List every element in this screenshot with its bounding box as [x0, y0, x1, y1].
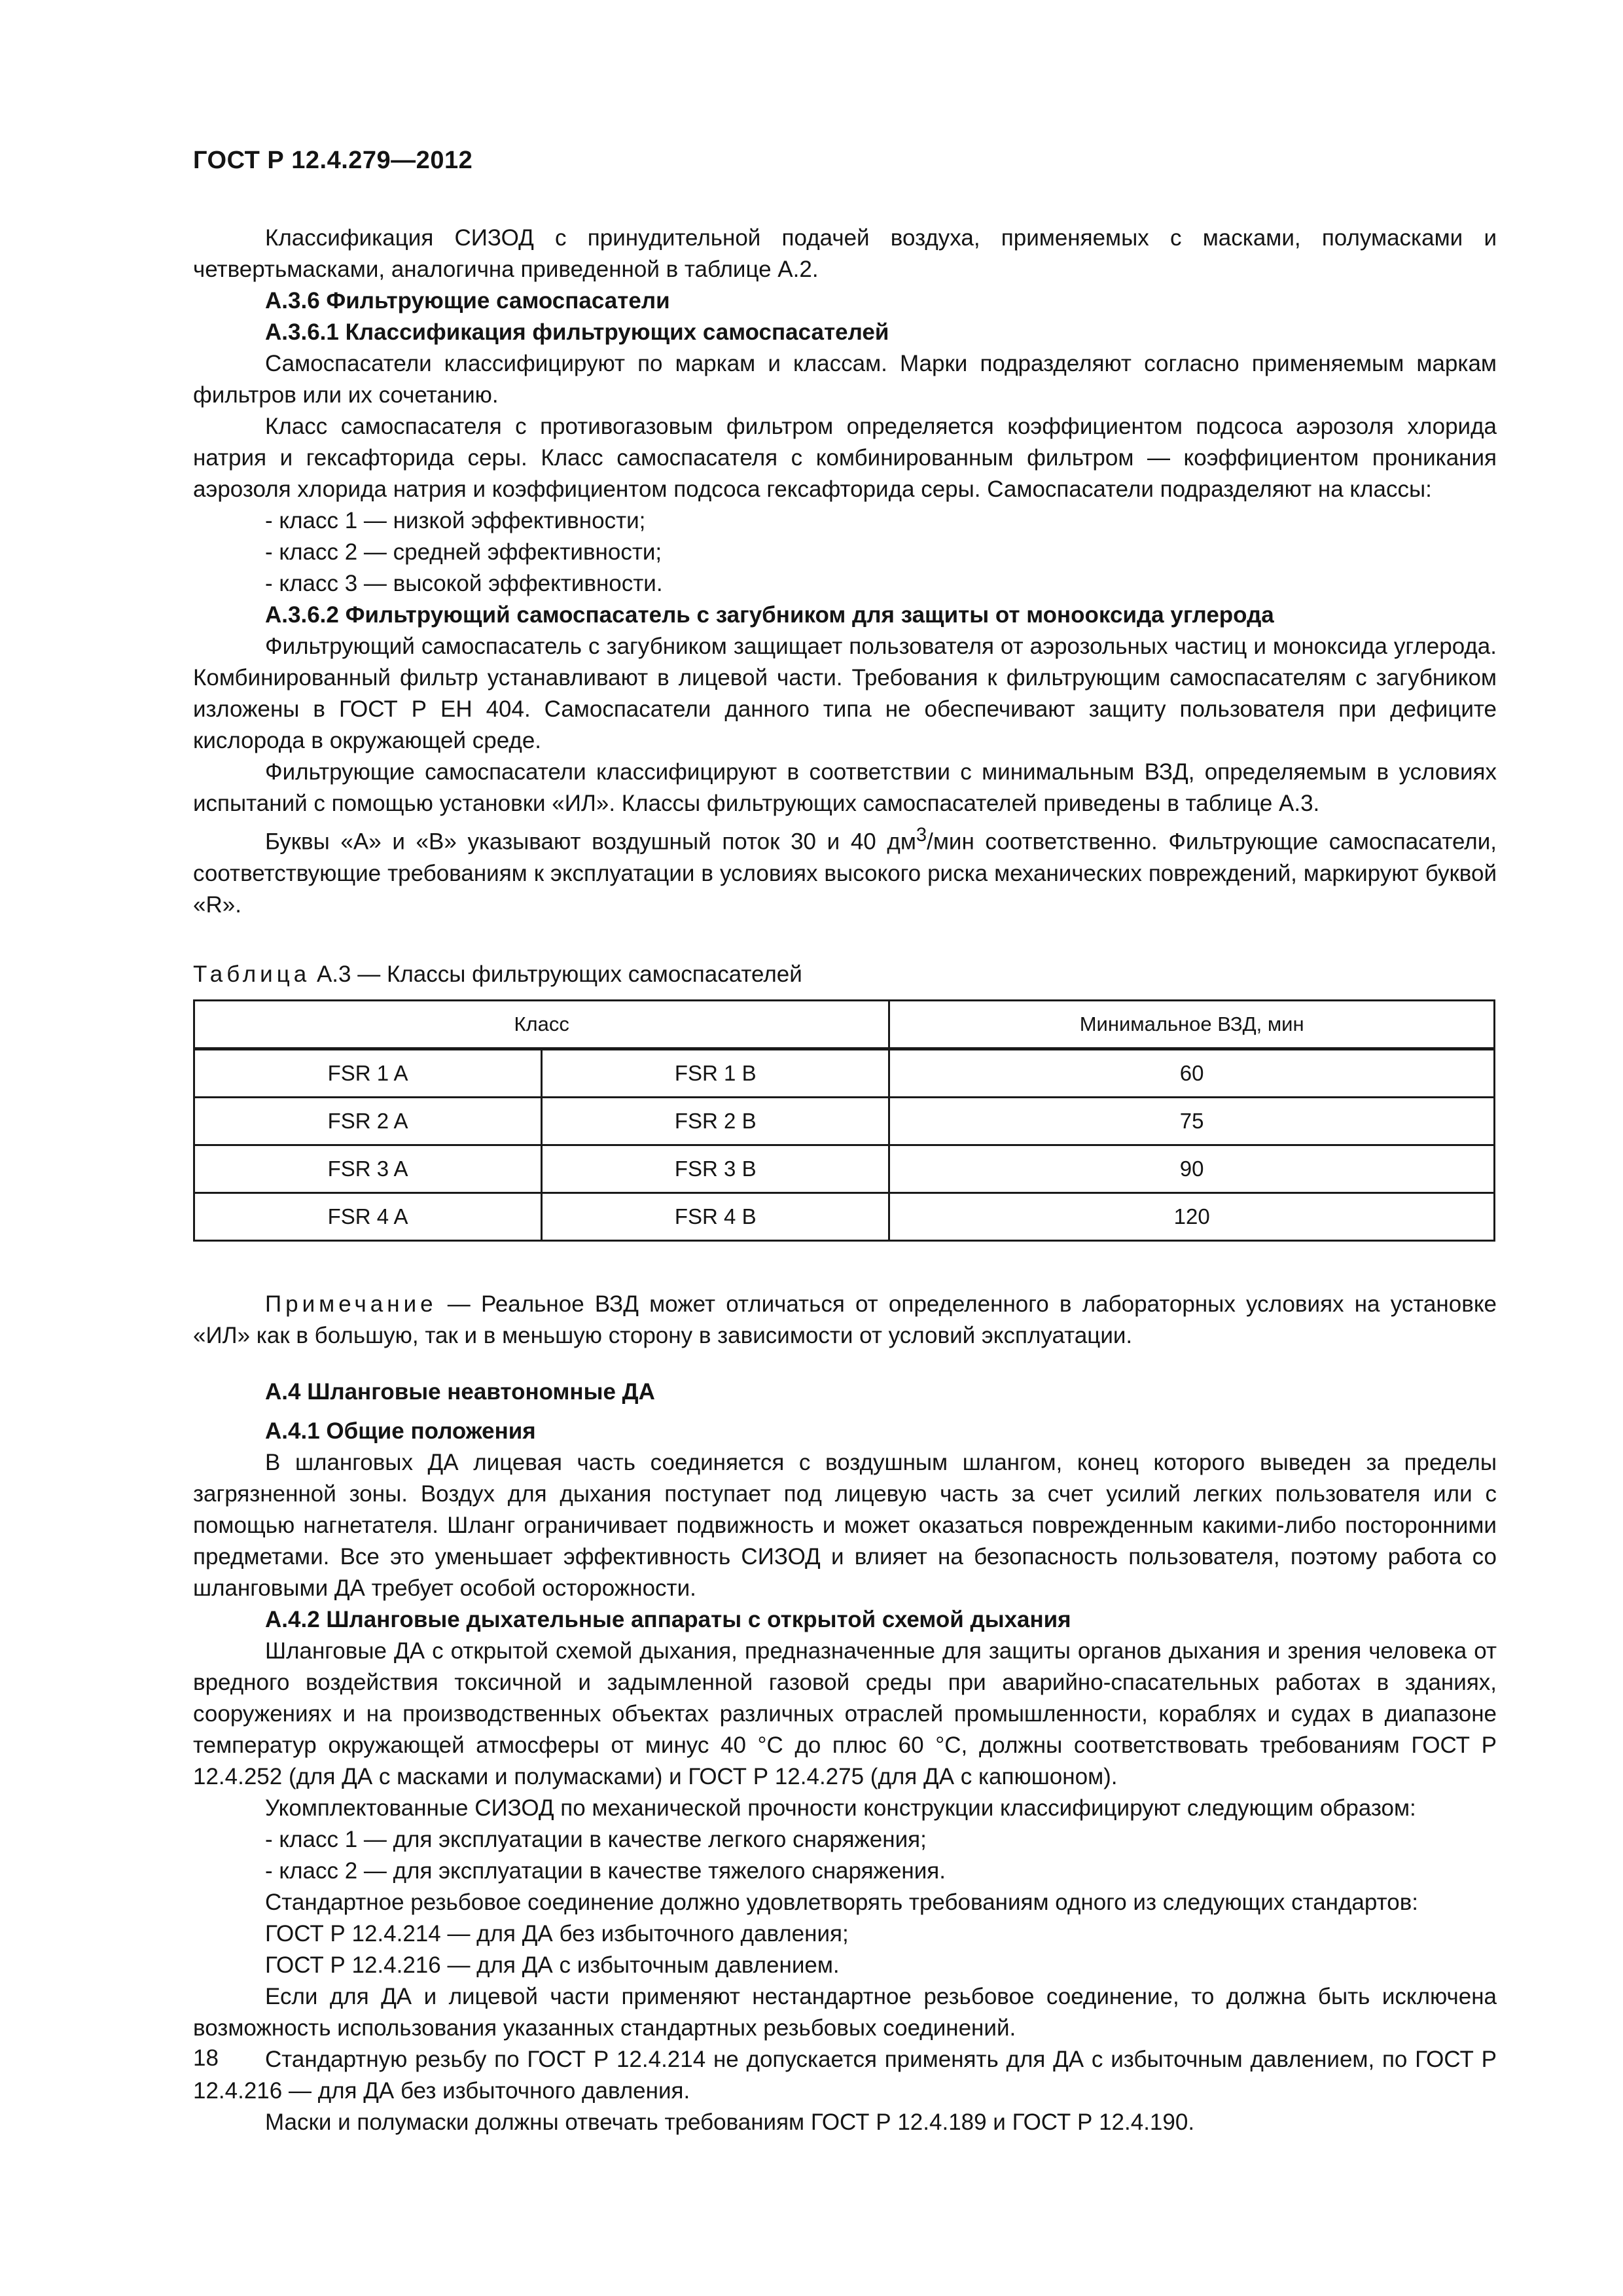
- table-cell: 90: [889, 1145, 1495, 1193]
- section-heading-a4: А.4 Шланговые неавтономные ДА: [265, 1378, 655, 1405]
- table-header-min-vzd: Минимальное ВЗД, мин: [889, 1000, 1495, 1049]
- table-note: [193, 1289, 1497, 1352]
- paragraph-text: /мин соответственно. Фильтрующие самоспасатели, соответствующие требованиям к эксплуатации в условиях высокого риска механических повреждений, маркируют буквой «R».: [193, 829, 1497, 918]
- page-number: 18: [193, 2045, 219, 2071]
- section-heading-a41: А.4.1 Общие положения: [265, 1418, 536, 1444]
- list-item: - класс 2 — средней эффективности;: [265, 539, 662, 565]
- table-row: [194, 1097, 1495, 1145]
- table-cell: 120: [889, 1193, 1495, 1240]
- paragraph: Класс самоспасателя с противогазовым фильтром определяется коэффициентом подсоса аэрозоля хлорида натрия и гексафторида серы. Класс самоспасателя с комбинированным фильтром — коэффициентом проникания аэрозоля хлорида натрия и коэффициентом подсоса гексафторида серы. Самоспасатели подразделяют на классы:: [193, 414, 1497, 502]
- table-row: [194, 1145, 1495, 1193]
- note-label: Примечание: [265, 1291, 437, 1317]
- table-caption-text: А.3 — Классы фильтрующих самоспасателей: [310, 961, 802, 987]
- paragraph: Стандартное резьбовое соединение должно удовлетворять требованиям одного из следующих стандартов:: [265, 1889, 1419, 1915]
- paragraph: Классификация СИЗОД с принудительной подачей воздуха, применяемых с масками, полумасками и четвертьмасками, аналогична приведенной в таблице А.2.: [193, 225, 1497, 282]
- table-header-row: [194, 1000, 1495, 1049]
- table-row: [194, 1193, 1495, 1240]
- paragraph: Фильтрующие самоспасатели классифицируют в соответствии с минимальным ВЗД, определяемым в условиях испытаний с помощью установки «ИЛ». Классы фильтрующих самоспасателей приведены в таблице А.3.: [193, 759, 1497, 816]
- table-row: [194, 1049, 1495, 1097]
- section-heading-a36: А.3.6 Фильтрующие самоспасатели: [265, 288, 670, 314]
- section-heading-a42: А.4.2 Шланговые дыхательные аппараты с открытой схемой дыхания: [265, 1606, 1071, 1632]
- table-cell: 75: [889, 1097, 1495, 1145]
- paragraph: В шланговых ДА лицевая часть соединяется с воздушным шлангом, конец которого выведен за пределы загрязненной зоны. Воздух для дыхания поступает под лицевую часть за счет усилий легких пользователя или с помощью нагнетателя. Шланг ограничивает подвижность и может оказаться поврежденным какими-либо посторонними предметами. Все это уменьшает эффективность СИЗОД и влияет на безопасность пользователя, поэтому работа со шланговыми ДА требует особой осторожности.: [193, 1449, 1497, 1601]
- paragraph: Стандартную резьбу по ГОСТ Р 12.4.214 не допускается применять для ДА с избыточным давлением, по ГОСТ Р 12.4.216 — для ДА без избыточного давления.: [193, 2046, 1497, 2104]
- table-caption: [193, 959, 1497, 990]
- table-cell: FSR 3 B: [542, 1145, 889, 1193]
- table-header-class: Класс: [194, 1000, 889, 1049]
- list-item: - класс 1 — низкой эффективности;: [265, 508, 646, 533]
- list-item: ГОСТ Р 12.4.214 — для ДА без избыточного давления;: [265, 1920, 849, 1946]
- paragraph: [193, 819, 1497, 921]
- table-cell: 60: [889, 1049, 1495, 1097]
- table-cell: FSR 2 A: [194, 1097, 542, 1145]
- table-cell: FSR 1 B: [542, 1049, 889, 1097]
- classes-table: [193, 999, 1495, 1242]
- paragraph: Маски и полумаски должны отвечать требованиям ГОСТ Р 12.4.189 и ГОСТ Р 12.4.190.: [265, 2109, 1195, 2135]
- list-item: ГОСТ Р 12.4.216 — для ДА с избыточным давлением.: [265, 1952, 840, 1978]
- paragraph: Фильтрующий самоспасатель с загубником защищает пользователя от аэрозольных частиц и моноксида углерода. Комбинированный фильтр устанавливают в лицевой части. Требования к фильтрующим самоспасателям с загубником изложены в ГОСТ Р ЕН 404. Самоспасатели данного типа не обеспечивают защиту пользователя при дефиците кислорода в окружающей среде.: [193, 634, 1497, 753]
- paragraph-text: Буквы «А» и «В» указывают воздушный поток 30 и 40 дм: [265, 829, 916, 855]
- list-item: - класс 1 — для эксплуатации в качестве легкого снаряжения;: [265, 1826, 927, 1852]
- table-caption-label: Таблица: [193, 961, 311, 987]
- superscript: 3: [916, 825, 927, 846]
- note-text: — Реальное ВЗД может отличаться от определенного в лабораторных условиях на установке «ИЛ» как в большую, так и в меньшую сторону в зависимости от условий эксплуатации.: [193, 1291, 1497, 1348]
- paragraph: Если для ДА и лицевой части применяют нестандартное резьбовое соединение, то должна быть исключена возможность использования указанных стандартных резьбовых соединений.: [193, 1983, 1497, 2041]
- document-body: [193, 223, 1497, 2138]
- section-heading-a361: А.3.6.1 Классификация фильтрующих самоспасателей: [265, 319, 889, 345]
- document-header: ГОСТ Р 12.4.279—2012: [193, 147, 473, 174]
- paragraph: Укомплектованные СИЗОД по механической прочности конструкции классифицируют следующим образом:: [265, 1795, 1416, 1821]
- list-item: - класс 2 — для эксплуатации в качестве тяжелого снаряжения.: [265, 1857, 946, 1884]
- section-heading-a362: А.3.6.2 Фильтрующий самоспасатель с загубником для защиты от монооксида углерода: [265, 602, 1274, 628]
- list-item: - класс 3 — высокой эффективности.: [265, 571, 663, 596]
- table-cell: FSR 4 A: [194, 1193, 542, 1240]
- table-cell: FSR 2 B: [542, 1097, 889, 1145]
- table-cell: FSR 1 A: [194, 1049, 542, 1097]
- paragraph: Шланговые ДА с открытой схемой дыхания, предназначенные для защиты органов дыхания и зрения человека от вредного воздействия токсичной и задымленной газовой среды при аварийно-спасательных работах в зданиях, сооружениях и на производственных объектах различных отраслей промышленности, кораблях и судах в диапазоне температур окружающей атмосферы от минус 40 °С до плюс 60 °С, должны соответствовать требованиям ГОСТ Р 12.4.252 (для ДА с масками и полумасками) и ГОСТ Р 12.4.275 (для ДА с капюшоном).: [193, 1638, 1497, 1789]
- paragraph: Самоспасатели классифицируют по маркам и классам. Марки подразделяют согласно применяемым маркам фильтров или их сочетанию.: [193, 351, 1497, 408]
- table-cell: FSR 3 A: [194, 1145, 542, 1193]
- table-cell: FSR 4 B: [542, 1193, 889, 1240]
